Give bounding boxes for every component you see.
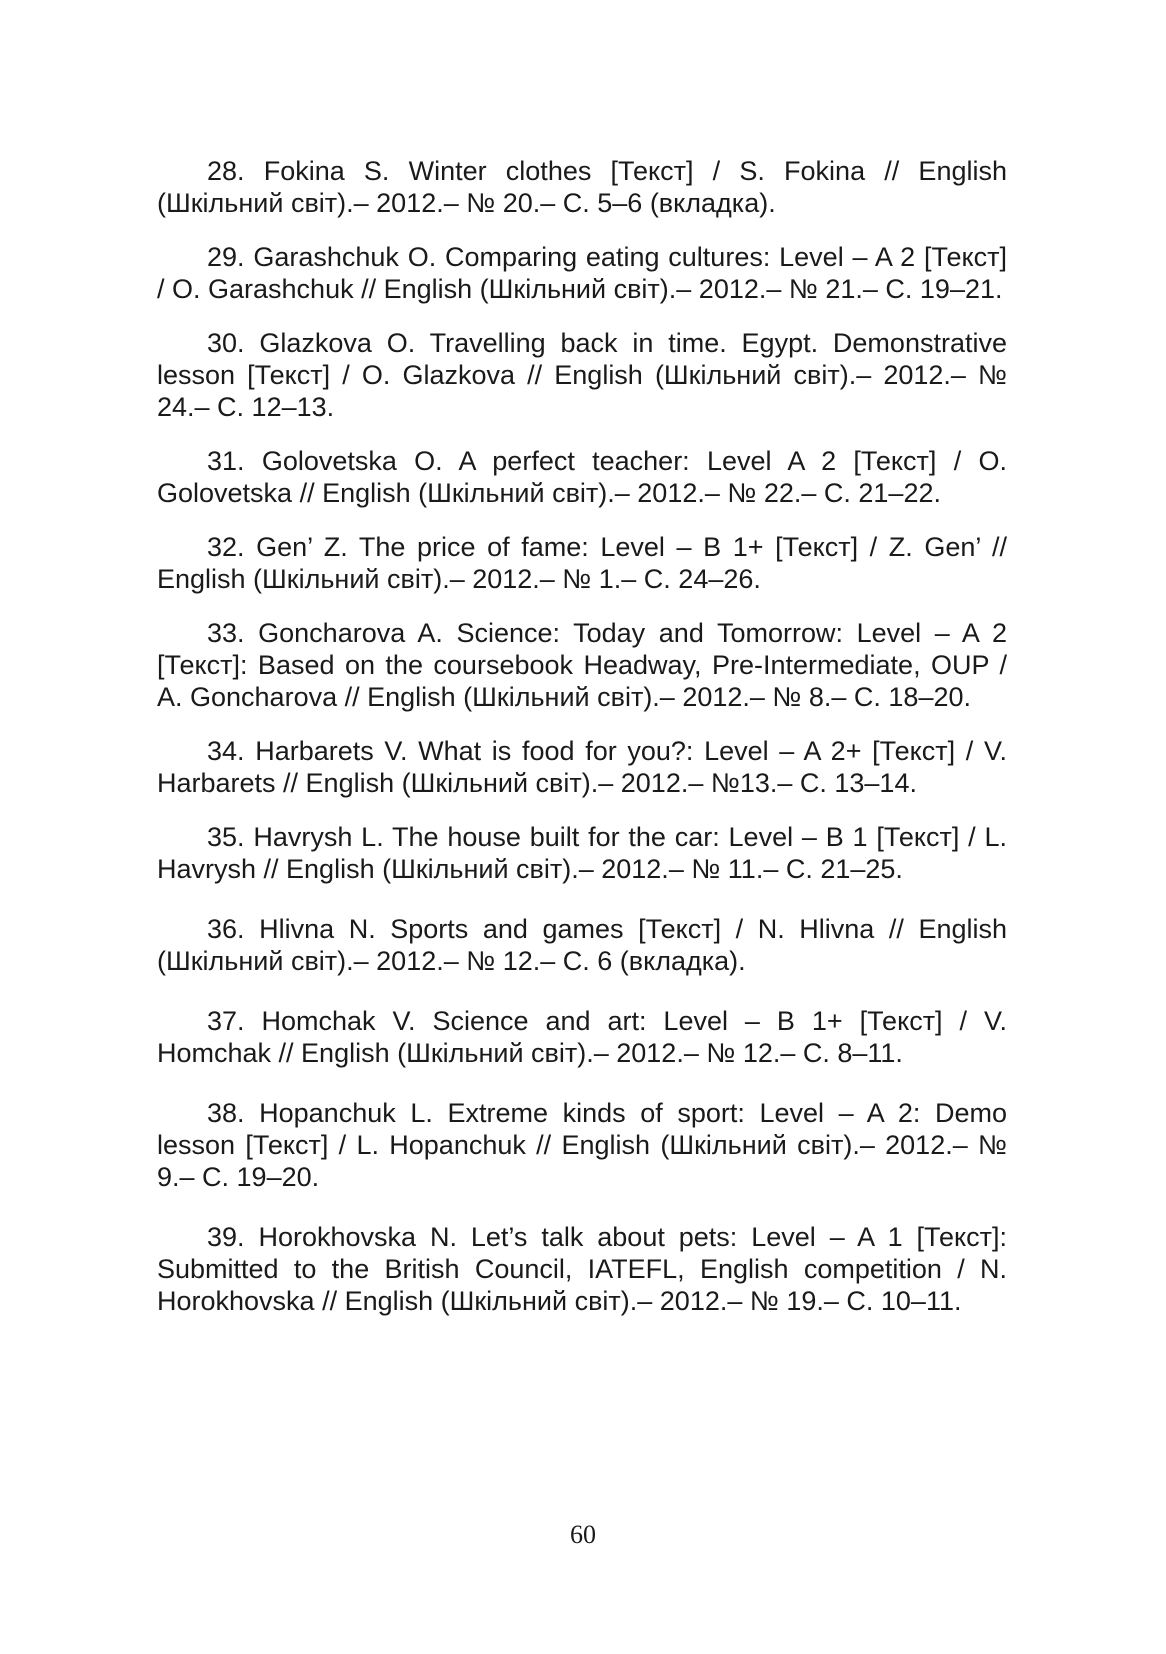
- bibliography-entry-37: 37. Homchak V. Science and art: Level – B 1+ [Текст] / V. Homchak // English (Шкільний світ).– 2012.– № 12.– С. 8–11.: [157, 1006, 1007, 1068]
- bibliography-entry-35: 35. Havrysh L. The house built for the car: Level – B 1 [Текст] / L. Havrysh // English (Шкільний світ).– 2012.– № 11.– С. 21–25.: [157, 822, 1007, 884]
- bibliography-entry-33: 33. Goncharova A. Science: Today and Tomorrow: Level – A 2 [Текст]: Based on the coursebook Headway, Pre-Intermediate, OUP / A. Goncharova // English (Шкільний світ).– 2012.– № 8.– С. 18–20.: [157, 618, 1007, 712]
- bibliography-entry-38: 38. Hopanchuk L. Extreme kinds of sport: Level – A 2: Demo lesson [Текст] / L. Hopanchuk // English (Шкільний світ).– 2012.– № 9.– С. 19–20.: [157, 1098, 1007, 1192]
- bibliography-entry-39: 39. Horokhovska N. Let’s talk about pets: Level – A 1 [Текст]: Submitted to the British Council, IATEFL, English competition / N. Horokhovska // English (Шкільний світ).– 2012.– № 19.– С. 10–11.: [157, 1222, 1007, 1316]
- bibliography-entry-31: 31. Golovetska O. A perfect teacher: Level A 2 [Текст] / O. Golovetska // English (Шкільний світ).– 2012.– № 22.– С. 21–22.: [157, 446, 1007, 508]
- bibliography-entry-32: 32. Gen’ Z. The price of fame: Level – B 1+ [Текст] / Z. Gen’ // English (Шкільний світ).– 2012.– № 1.– С. 24–26.: [157, 532, 1007, 594]
- bibliography-entry-29: 29. Garashchuk O. Comparing eating cultures: Level – A 2 [Текст] / O. Garashchuk // English (Шкільний світ).– 2012.– № 21.– С. 19–21.: [157, 242, 1007, 304]
- bibliography-list: [157, 155, 1007, 1317]
- bibliography-entry-34: 34. Harbarets V. What is food for you?: Level – A 2+ [Текст] / V. Harbarets // English (Шкільний світ).– 2012.– №13.– С. 13–14.: [157, 736, 1007, 798]
- bibliography-entry-30: 30. Glazkova O. Travelling back in time. Egypt. Demonstrative lesson [Текст] / O. Glazkova // English (Шкільний світ).– 2012.– № 24.– С. 12–13.: [157, 328, 1007, 422]
- bibliography-entry-28: 28. Fokina S. Winter clothes [Текст] / S. Fokina // English (Шкільний світ).– 2012.– № 20.– С. 5–6 (вкладка).: [157, 156, 1007, 218]
- page-number: 60: [570, 1520, 596, 1549]
- bibliography-entry-36: 36. Hlivna N. Sports and games [Текст] / N. Hlivna // English (Шкільний світ).– 2012.– № 12.– С. 6 (вкладка).: [157, 914, 1007, 976]
